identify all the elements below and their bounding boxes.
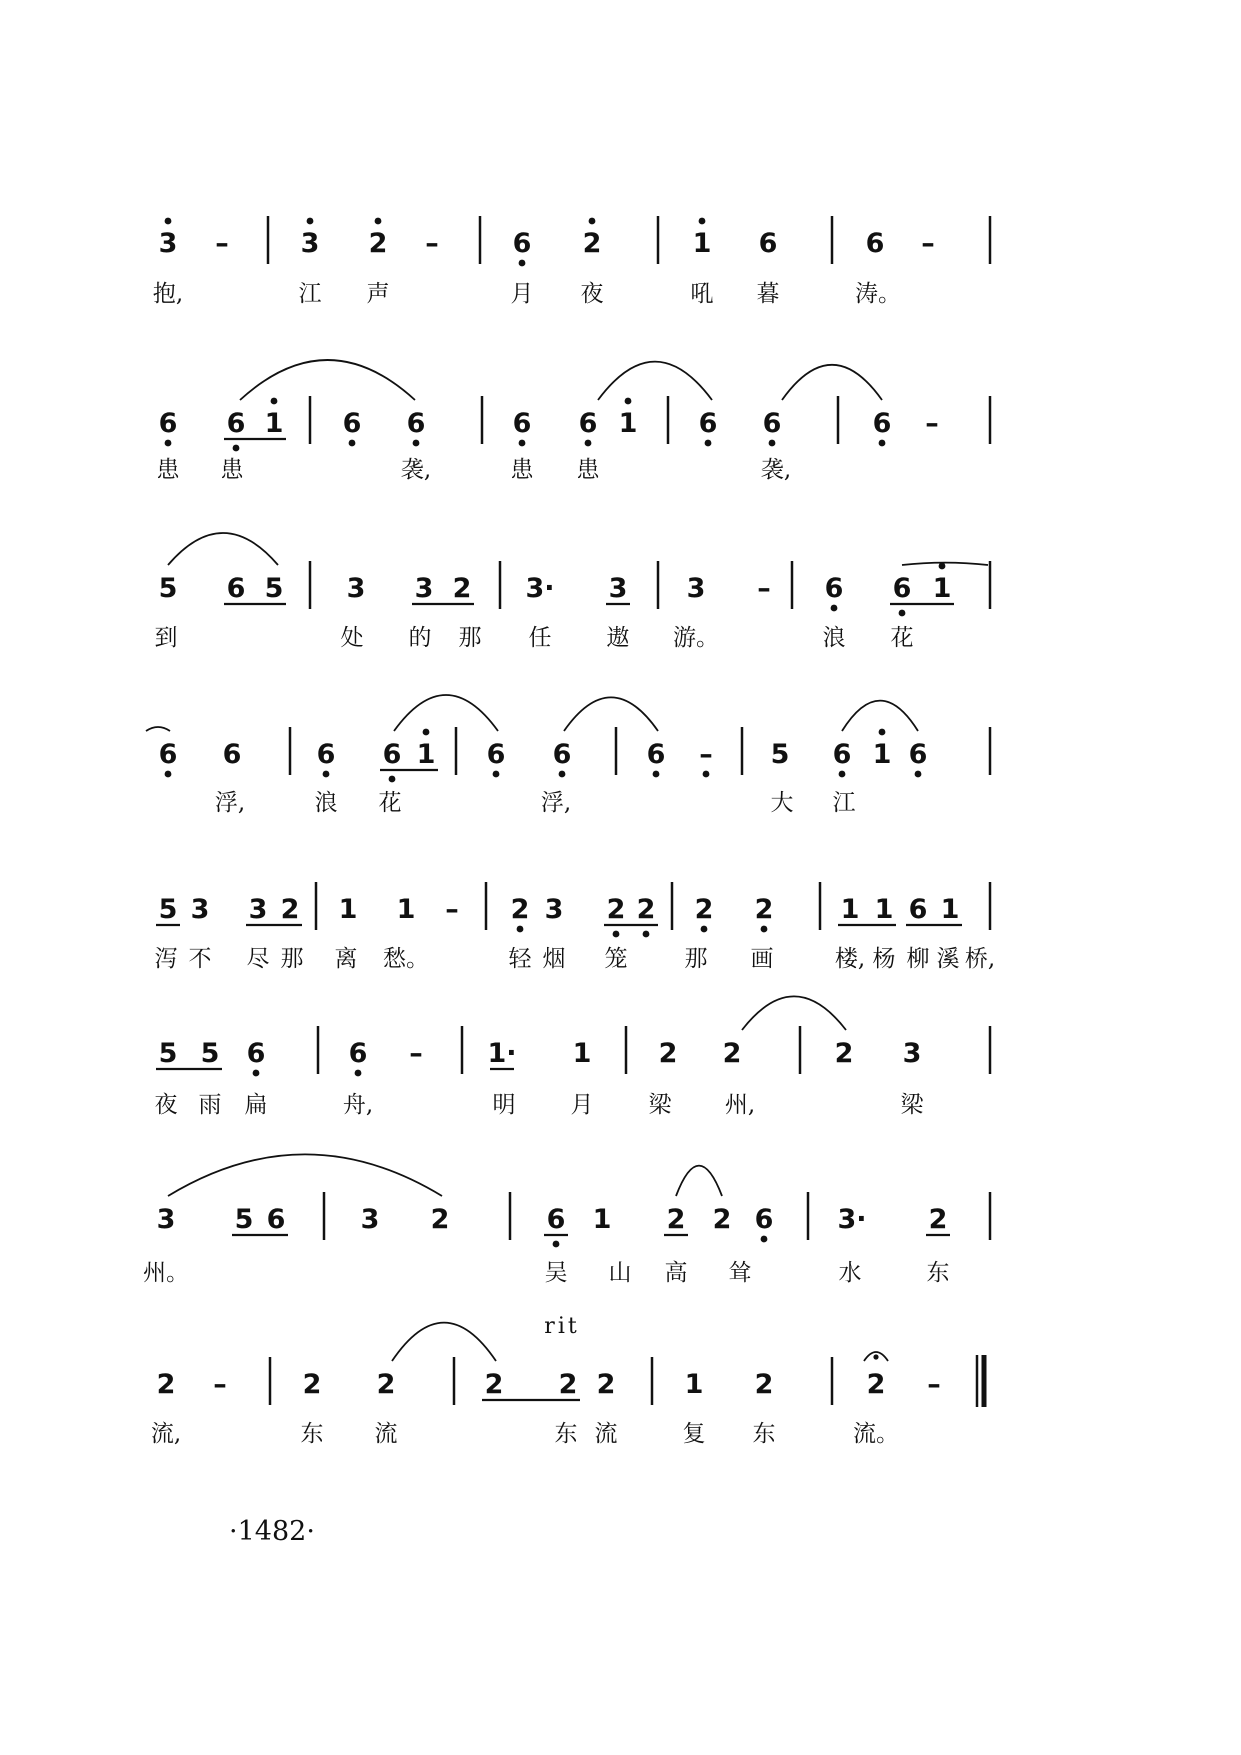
lyric-syllable: 轻 [508,946,532,972]
slur [394,695,498,731]
note: 2 [866,1369,886,1400]
lyric-syllable: 烟 [542,946,566,972]
note: 6 [512,228,532,259]
lyric-syllable: 到 [154,625,178,651]
lyric-syllable: 山 [608,1260,632,1286]
note: 1 [872,739,892,770]
octave-dot-low [165,440,172,447]
lyric-syllable: 患 [156,457,180,483]
lyric-syllable: 花 [890,625,914,651]
note: 2 [156,1369,176,1400]
lyric-syllable: 声 [366,281,390,307]
slur [240,360,415,400]
lyric-syllable: 流。 [853,1421,899,1447]
note: 6 [546,1204,566,1235]
octave-dot-low [517,926,524,933]
note: 3 [902,1038,922,1069]
score-system-4 [146,695,990,816]
note: 1 [592,1204,612,1235]
lyric-syllable: 患 [220,457,244,483]
octave-dot-high [271,398,278,405]
note: 5 [234,1204,254,1235]
note: 6 [512,408,532,439]
lyric-syllable: 水 [838,1260,862,1286]
lyric-syllable: 楼, [834,946,866,972]
note: 3· [837,1204,867,1235]
note: 3 [414,573,434,604]
lyric-syllable: 高 [664,1260,688,1286]
note: 1 [940,894,960,925]
lyric-syllable: 溪 [936,946,960,972]
lyric-syllable: 流 [594,1421,618,1447]
octave-dot-high [699,218,706,225]
score-system-1 [153,216,990,307]
lyric-syllable: 游。 [673,625,719,651]
note: 6 [226,408,246,439]
lyric-syllable: 花 [378,790,402,816]
note: 2 [484,1369,504,1400]
lyric-syllable: 梁 [900,1092,924,1118]
slur [782,365,882,400]
slur [392,1323,496,1361]
note: 6 [832,739,852,770]
lyric-syllable: 画 [750,946,774,972]
note: 6 [342,408,362,439]
octave-dot-low [705,440,712,447]
score-system-8 [151,1314,984,1447]
note: – [213,1369,227,1400]
slur [742,996,846,1030]
note: 6 [406,408,426,439]
octave-dot-low [769,440,776,447]
note: 1 [618,408,638,439]
note: – [757,573,771,604]
lyric-syllable: 江 [298,281,322,307]
octave-dot-low [323,771,330,778]
note: 2 [712,1204,732,1235]
octave-dot-low [253,1070,260,1077]
note: 1 [264,408,284,439]
lyric-syllable: 复 [682,1421,706,1447]
note: – [445,894,459,925]
octave-dot-low [831,605,838,612]
octave-dot-high [939,563,946,570]
lyric-syllable: 涛。 [855,281,901,307]
lyric-syllable: 东 [926,1260,950,1286]
note: 2 [302,1369,322,1400]
note: 6 [908,739,928,770]
note: – [927,1369,941,1400]
note: 1 [692,228,712,259]
note: 2 [834,1038,854,1069]
lyric-syllable: 的 [408,625,432,651]
lyric-syllable: 不 [188,946,212,972]
score-system-3 [155,533,991,651]
lyric-syllable: 雨 [198,1092,222,1118]
lyric-syllable: 那 [684,946,708,972]
note: 2 [754,1369,774,1400]
note: 2 [666,1204,686,1235]
octave-dot-low [915,771,922,778]
lyric-syllable: 舟, [342,1092,374,1118]
note: 3 [248,894,268,925]
note: 1· [487,1038,517,1069]
octave-dot-low [761,926,768,933]
page-number: ·1482· [229,1516,315,1547]
note: 1 [874,894,894,925]
octave-dot-low [233,445,240,452]
lyric-syllable: 泻 [154,946,178,972]
lyric-syllable: 大 [770,790,794,816]
lyric-syllable: 东 [554,1421,578,1447]
note: 6 [646,739,666,770]
lyric-syllable: 吼 [690,281,714,307]
octave-dot-low [703,771,710,778]
note: 6 [758,228,778,259]
octave-dot-high [879,729,886,736]
note: 3 [346,573,366,604]
octave-dot-low [413,440,420,447]
octave-dot-low [389,776,396,783]
lyric-syllable: 患 [510,457,534,483]
octave-dot-high [423,729,430,736]
note: 2 [582,228,602,259]
octave-dot-high [165,218,172,225]
note: 1 [932,573,952,604]
note: 6 [158,739,178,770]
score-system-7 [143,1154,990,1286]
note: 2 [722,1038,742,1069]
note: 2 [636,894,656,925]
note: 2 [596,1369,616,1400]
lyric-syllable: 东 [300,1421,324,1447]
slur [676,1166,722,1196]
note: – [925,408,939,439]
note: 5 [770,739,790,770]
note: 2 [928,1204,948,1235]
note: 2 [430,1204,450,1235]
lyric-syllable: 梁 [648,1092,672,1118]
octave-dot-low [355,1070,362,1077]
slur [168,1154,442,1196]
octave-dot-high [625,398,632,405]
note: 6 [222,739,242,770]
octave-dot-low [585,440,592,447]
note: 5 [158,894,178,925]
lyric-syllable: 扁 [244,1092,268,1118]
lyric-syllable: 离 [334,946,358,972]
note: 6 [316,739,336,770]
note: 2 [694,894,714,925]
note: 6 [762,408,782,439]
note: 3 [156,1204,176,1235]
note: – [425,228,439,259]
note: 3· [525,573,555,604]
note: 3 [190,894,210,925]
lyric-syllable: 浪 [822,625,846,651]
lyric-syllable: 处 [340,625,364,651]
lyric-syllable: 那 [458,625,482,651]
lyric-syllable: 愁。 [383,946,429,972]
lyric-syllable: 暮 [756,281,780,307]
octave-dot-low [493,771,500,778]
octave-dot-low [839,771,846,778]
note: 1 [416,739,436,770]
note: 6 [824,573,844,604]
lyric-syllable: 那 [280,946,304,972]
slur [842,701,918,731]
octave-dot-low [643,931,650,938]
note: 6 [246,1038,266,1069]
note: 6 [865,228,885,259]
lyric-syllable: 浪 [314,790,338,816]
octave-dot-low [613,931,620,938]
lyric-syllable: 明 [492,1092,516,1118]
note: 3 [158,228,178,259]
note: 3 [608,573,628,604]
note: 6 [754,1204,774,1235]
octave-dot-high [307,218,314,225]
octave-dot-low [519,440,526,447]
note: 6 [908,894,928,925]
octave-dot-low [879,440,886,447]
note: 3 [686,573,706,604]
note: 2 [558,1369,578,1400]
lyric-syllable: 流 [374,1421,398,1447]
note: 3 [544,894,564,925]
note: 5 [158,573,178,604]
note: 6 [698,408,718,439]
lyric-syllable: 夜 [154,1092,178,1118]
note: 6 [486,739,506,770]
note: 2 [754,894,774,925]
lyric-syllable: 东 [752,1421,776,1447]
note: – [699,739,713,770]
lyric-syllable: 浮, [214,790,246,816]
note: 6 [158,408,178,439]
score-system-5 [155,882,996,972]
fermata-dot [873,1354,878,1359]
note: 1 [684,1369,704,1400]
note: 6 [382,739,402,770]
note: 6 [872,408,892,439]
lyric-syllable: 抱, [152,281,184,307]
lyric-syllable: 浮, [540,790,572,816]
note: 3 [300,228,320,259]
lyric-syllable: 吴 [544,1260,568,1286]
octave-dot-low [761,1236,768,1243]
octave-dot-low [701,926,708,933]
lyric-syllable: 笼 [604,946,628,972]
note: 2 [510,894,530,925]
note: 1 [572,1038,592,1069]
octave-dot-low [653,771,660,778]
note: 6 [892,573,912,604]
lyric-syllable: 州, [724,1092,756,1118]
lyric-syllable: 任 [528,625,552,651]
lyric-syllable: 流, [150,1421,182,1447]
note: 6 [266,1204,286,1235]
lyric-syllable: 患 [576,457,600,483]
octave-dot-low [519,260,526,267]
lyric-syllable: 遨 [606,625,630,651]
note: 2 [658,1038,678,1069]
note: – [409,1038,423,1069]
octave-dot-low [559,771,566,778]
note: 5 [264,573,284,604]
note: 2 [452,573,472,604]
note: 2 [606,894,626,925]
note: 3 [360,1204,380,1235]
octave-dot-low [899,610,906,617]
note: 2 [368,228,388,259]
note: 6 [552,739,572,770]
note: 5 [200,1038,220,1069]
note: 2 [280,894,300,925]
note: – [215,228,229,259]
octave-dot-low [165,771,172,778]
octave-dot-high [589,218,596,225]
slur [598,362,712,400]
tempo-mark-rit: rit [544,1314,580,1339]
lyric-syllable: 耸 [728,1260,752,1286]
note: 6 [348,1038,368,1069]
lyric-syllable: 月 [510,281,534,307]
octave-dot-high [375,218,382,225]
score-system-2 [157,360,991,483]
slur [146,727,170,731]
lyric-syllable: 桥, [964,946,996,972]
octave-dot-low [349,440,356,447]
lyric-syllable: 夜 [580,281,604,307]
lyric-syllable: 尽 [246,946,270,972]
note: 6 [226,573,246,604]
note: 2 [376,1369,396,1400]
note: 1 [338,894,358,925]
slur [168,533,278,565]
score-system-6 [155,996,991,1118]
note: 1 [396,894,416,925]
lyric-syllable: 杨 [872,946,896,972]
note: 1 [840,894,860,925]
lyric-syllable: 月 [570,1092,594,1118]
lyric-syllable: 州。 [143,1260,189,1286]
lyric-syllable: 袭, [400,457,432,483]
note: – [921,228,935,259]
lyric-syllable: 江 [832,790,856,816]
slur [564,697,658,731]
lyric-syllable: 袭, [760,457,792,483]
note: 6 [578,408,598,439]
note: 5 [158,1038,178,1069]
octave-dot-low [553,1241,560,1248]
lyric-syllable: 柳 [906,946,930,972]
